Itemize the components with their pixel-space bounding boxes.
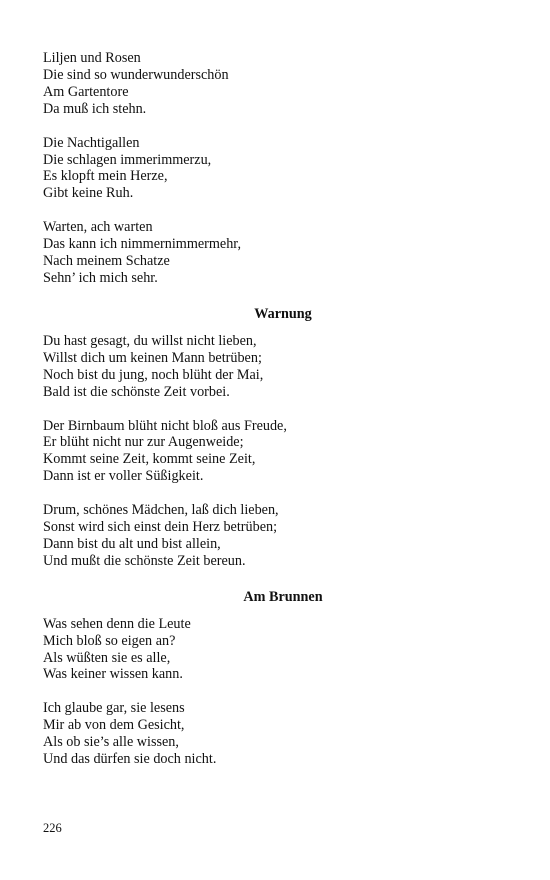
verse-line: Sehn’ ich mich sehr. (43, 269, 158, 286)
page-content (43, 50, 503, 768)
verse-line: Er blüht nicht nur zur Augenweide; (43, 434, 244, 451)
verse-line: Dann ist er voller Süßigkeit. (43, 468, 204, 485)
stanza (43, 700, 503, 768)
page-number: 226 (43, 821, 62, 835)
verse-line: Drum, schönes Mädchen, laß dich lieben, (43, 502, 279, 519)
verse-line: Und mußt die schönste Zeit bereun. (43, 552, 246, 569)
verse-line: Willst dich um keinen Mann betrüben; (43, 349, 262, 366)
verse-line: Die sind so wunderwunderschön (43, 66, 229, 83)
verse-line: Bald ist die schönste Zeit vorbei. (43, 383, 230, 400)
stanza (43, 50, 503, 118)
verse-line: Ich glaube gar, sie lesens (43, 700, 185, 717)
verse-line: Dann bist du alt und bist allein, (43, 535, 221, 552)
verse-line: Was keiner wissen kann. (43, 666, 183, 683)
verse-line: Mir ab von dem Gesicht, (43, 717, 185, 734)
verse-line: Sonst wird sich einst dein Herz betrüben; (43, 519, 278, 536)
stanza (43, 333, 503, 401)
verse-line: Was sehen denn die Leute (43, 615, 191, 632)
verse-line: Es klopft mein Herze, (43, 168, 168, 185)
verse-line: Und das dürfen sie doch nicht. (43, 751, 217, 768)
stanza (43, 135, 503, 203)
poem-am-brunnen (43, 589, 503, 768)
verse-line: Liljen und Rosen (43, 50, 141, 66)
verse-line: Der Birnbaum blüht nicht bloß aus Freude, (43, 417, 287, 434)
stanza (43, 418, 503, 486)
stanza (43, 219, 503, 287)
verse-line: Das kann ich nimmernimmermehr, (43, 236, 242, 253)
verse-line: Da muß ich stehn. (43, 100, 147, 117)
stanza (43, 502, 503, 570)
verse-line: Noch bist du jung, noch blüht der Mai, (43, 366, 264, 383)
verse-line: Als ob sie’s alle wissen, (43, 734, 179, 751)
verse-line: Gibt keine Ruh. (43, 185, 134, 202)
stanza (43, 616, 503, 684)
verse-line: Als wüßten sie es alle, (43, 649, 171, 666)
verse-line: Die Nachtigallen (43, 134, 140, 151)
verse-line: Die schlagen immerimmerzu, (43, 151, 212, 168)
verse-line: Nach meinem Schatze (43, 253, 170, 270)
verse-line: Mich bloß so eigen an? (43, 632, 176, 649)
poem-title: Warnung (254, 305, 312, 322)
poem-title: Am Brunnen (243, 588, 323, 605)
verse-line: Kommt seine Zeit, kommt seine Zeit, (43, 451, 256, 468)
verse-line: Am Gartentore (43, 83, 129, 100)
poem-warnung (43, 306, 503, 570)
verse-line: Warten, ach warten (43, 219, 153, 236)
verse-line: Du hast gesagt, du willst nicht lieben, (43, 332, 257, 349)
poem-continuation (43, 50, 503, 287)
